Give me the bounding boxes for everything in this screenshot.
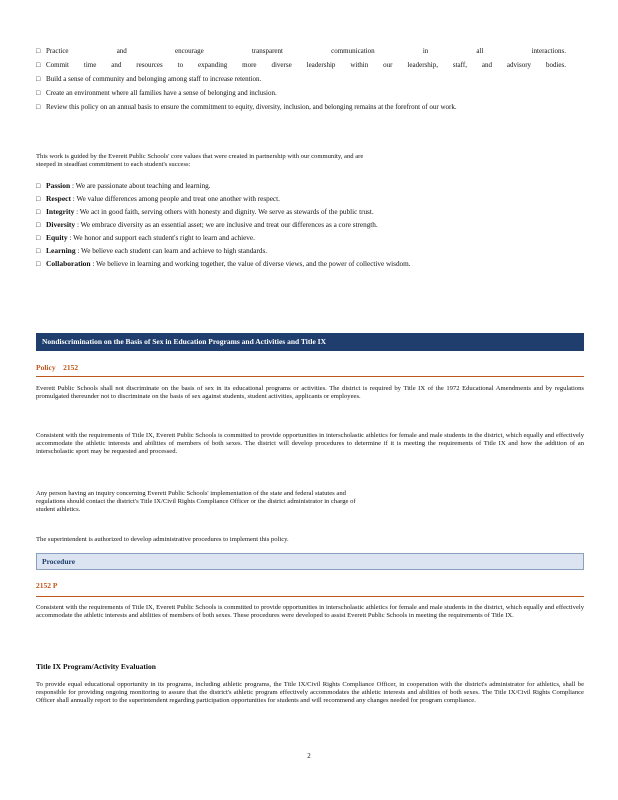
policy-number-heading [36,363,584,372]
bullet-text: Build a sense of community and belonging among staff to increase retention. [46,75,262,83]
procedure-paragraph: Consistent with the requirements of Title IX, Everett Public Schools is committed to provide opportunities in interscholastic athletics for female and male students in the district, which equally and effectively accommodate the athletic interests and abilities of members of both sexes. These procedures were developed to assist Everett Public Schools in meeting the requirements of Title IX. [36,604,584,620]
list-item [36,89,566,98]
procedure-number-heading: 2152 P [36,581,58,590]
checkbox-bullet-icon: □ [36,247,41,255]
value-text: : We honor and support each student's right to learn and achieve. [69,234,255,242]
policy-paragraph: Consistent with the requirements of Title IX, Everett Public Schools is committed to provide opportunities in interscholastic athletics for female and male students in the district, which equally and effectively accommodate the athletic interests and abilities of members of both sexes. The district will develop procedures to determine if it is meeting the requirements of Title IX and how the addition of an interscholastic sport may be requested and processed. [36,432,584,456]
procedure-header: Procedure [36,553,584,570]
section-divider [36,376,584,377]
checkbox-bullet-icon: □ [36,89,41,97]
value-name: Respect [46,194,71,203]
evaluation-heading: Title IX Program/Activity Evaluation [36,662,156,671]
value-text: : We believe in learning and working together, the value of diverse views, and the power of collective wisdom. [92,260,411,268]
list-item [36,234,566,243]
list-item [36,195,566,204]
page-number: 2 [307,752,311,760]
value-text: : We are passionate about teaching and learning. [71,182,211,190]
bullet-text: Create an environment where all families have a sense of belonging and inclusion. [46,89,277,97]
list-item [36,75,566,84]
commitment-bullet-list [36,47,566,117]
value-text: : We value differences among people and treat one another with respect. [72,195,280,203]
checkbox-bullet-icon: □ [36,195,41,203]
checkbox-bullet-icon: □ [36,208,41,216]
policy-number: 2152 [63,363,79,372]
policy-label: Policy [36,363,56,372]
list-item [36,47,566,56]
list-item [36,247,566,256]
checkbox-bullet-icon: □ [36,75,41,83]
list-item [36,182,566,191]
value-name: Learning [46,246,76,255]
value-text: : We act in good faith, serving others with honesty and dignity. We serve as stewards of the public trust. [76,208,374,216]
values-intro: This work is guided by the Everett Public Schools' core values that were created in partnership with our community, and are steeped in steadfast commitment to each student's success: [36,153,364,169]
value-text: : We believe each student can learn and achieve to high standards. [77,247,268,255]
list-item [36,103,566,112]
checkbox-bullet-icon: □ [36,61,41,69]
value-name: Diversity [46,220,76,229]
checkbox-bullet-icon: □ [36,221,41,229]
checkbox-bullet-icon: □ [36,182,41,190]
value-text: : We embrace diversity as an essential asset; we are inclusive and treat our differences as a core strength. [76,221,378,229]
list-item [36,208,566,217]
checkbox-bullet-icon: □ [36,103,41,111]
bullet-text: Review this policy on an annual basis to ensure the commitment to equity, diversity, inclusion, and belonging remains at the forefront of our work. [46,103,457,111]
policy-paragraph: Everett Public Schools shall not discriminate on the basis of sex in its educational programs or activities. The district is required by Title IX of the 1972 Educational Amendments and by regulations promulgated thereunder not to discriminate on the basis of sex against students, student activities, applicants or employees. [36,385,584,401]
list-item [36,260,566,269]
checkbox-bullet-icon: □ [36,47,41,55]
checkbox-bullet-icon: □ [36,234,41,242]
value-name: Equity [46,233,68,242]
section-divider [36,596,584,597]
value-name: Collaboration [46,259,91,268]
value-name: Passion [46,181,71,190]
core-values-list [36,182,566,273]
bullet-text: Commit time and resources to expanding more diverse leadership within our leadership, staff, and advisory bodies. [46,61,566,69]
policy-paragraph: The superintendent is authorized to develop administrative procedures to implement this policy. [36,536,289,543]
evaluation-paragraph: To provide equal educational opportunity in its programs, including athletic programs, the Title IX/Civil Rights Compliance Officer, in cooperation with the district's administrator for athletics, shall be responsible for providing ongoing monitoring to assure that the district's athletic program effectively accommodates the athletic interests and abilities of both sexes. The Title IX/Civil Rights Compliance Officer shall annually report to the superintendent regarding participation opportunities for students and will recommend any changes needed for program compliance. [36,681,584,705]
bullet-text: Practice and encourage transparent communication in all interactions. [46,47,566,55]
policy-title-banner: Nondiscrimination on the Basis of Sex in Education Programs and Activities and Title IX [36,333,584,351]
value-name: Integrity [46,207,75,216]
policy-paragraph: Any person having an inquiry concerning Everett Public Schools' implementation of the state and federal statutes and regulations should contact the district's Title IX/Civil Rights Compliance Officer or the district administrator in charge of student athletics. [36,490,356,514]
list-item [36,61,566,70]
list-item [36,221,566,230]
checkbox-bullet-icon: □ [36,260,41,268]
